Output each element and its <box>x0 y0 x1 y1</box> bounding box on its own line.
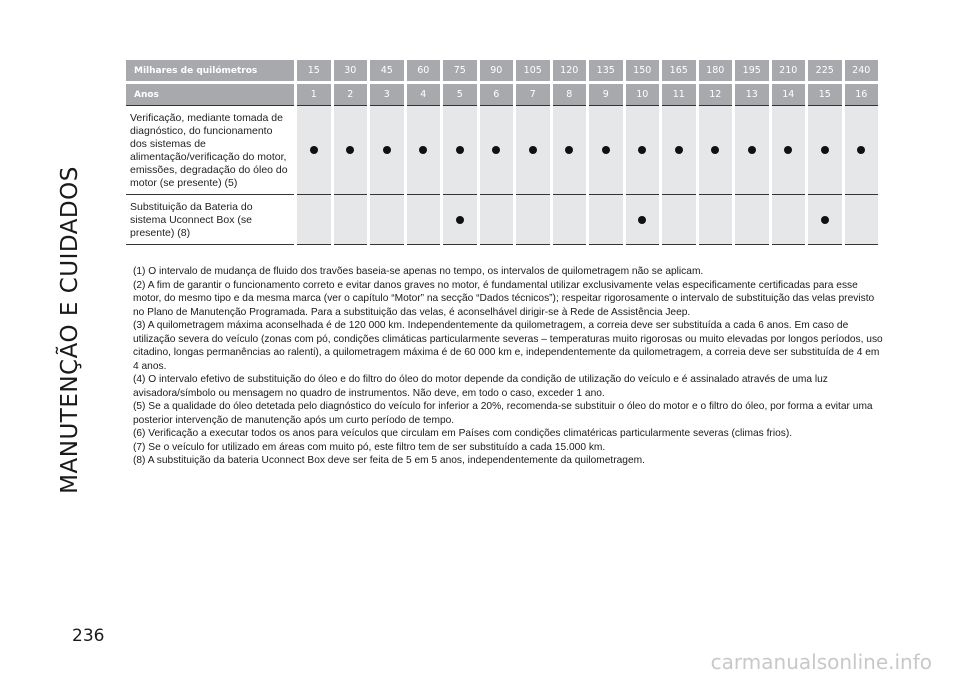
km-header-cell: 30 <box>334 60 368 81</box>
section-title: MANUTENÇÃO E CUIDADOS <box>57 166 83 494</box>
km-header-cell: 195 <box>735 60 769 81</box>
year-header-cell: 2 <box>334 81 368 105</box>
bullet-icon <box>565 146 573 154</box>
schedule-cell <box>845 194 879 245</box>
footnote: (7) Se o veículo for utilizado em áreas com muito pó, este filtro tem de ser substituído a cada 15.000 km. <box>133 441 606 453</box>
footnote: (3) A quilometragem máxima aconselhada é de 120 000 km. Independentemente da quilometragem, a correia deve ser substituída a cada 6 anos. Em caso de utilização severa do veículo (zonas com pó, condições climáticas particularmente severas – temperaturas muito rigorosas ou muito elevadas por longos períodos, uso citadino, longas permanências ao ralenti), a quilometragem máxima é de 60 000 km e, independentemente da quilometragem, a correia deve ser substituída de 4 em 4 anos. <box>133 320 883 372</box>
schedule-cell <box>735 105 769 194</box>
table-row <box>126 105 878 194</box>
year-header-cell: 10 <box>626 81 660 105</box>
year-header-cell: 11 <box>662 81 696 105</box>
schedule-cell <box>443 105 477 194</box>
schedule-cell <box>516 194 550 245</box>
year-header-cell: 6 <box>480 81 514 105</box>
schedule-cell <box>772 105 806 194</box>
year-header-cell: 5 <box>443 81 477 105</box>
schedule-cell <box>699 194 733 245</box>
schedule-cell <box>516 105 550 194</box>
year-header-cell: 12 <box>699 81 733 105</box>
km-header-cell: 180 <box>699 60 733 81</box>
footnote: (1) O intervalo de mudança de fluido dos travões baseia-se apenas no tempo, os intervalos de quilometragem não se aplicam. <box>133 266 704 277</box>
km-header-cell: 45 <box>370 60 404 81</box>
km-header-cell: 90 <box>480 60 514 81</box>
km-header-cell: 210 <box>772 60 806 81</box>
bullet-icon <box>711 146 719 154</box>
schedule-cell <box>334 194 368 245</box>
bullet-icon <box>419 146 427 154</box>
km-header-cell: 105 <box>516 60 550 81</box>
schedule-cell <box>808 105 842 194</box>
page-number: 236 <box>72 626 105 646</box>
schedule-cell <box>662 194 696 245</box>
year-header-cell: 13 <box>735 81 769 105</box>
schedule-cell <box>407 105 441 194</box>
row-label: Verificação, mediante tomada de diagnóstico, do funcionamento dos sistemas de alimentação/verificação do motor, emissões, degradação do óleo do motor (se presente) (5) <box>126 105 294 194</box>
schedule-cell <box>553 105 587 194</box>
table-row <box>126 194 878 245</box>
years-header-label: Anos <box>126 81 294 105</box>
km-header-cell: 120 <box>553 60 587 81</box>
km-header-cell: 60 <box>407 60 441 81</box>
schedule-cell <box>480 194 514 245</box>
year-header-cell: 9 <box>589 81 623 105</box>
bullet-icon <box>748 146 756 154</box>
footnote: (5) Se a qualidade do óleo detetada pelo diagnóstico do veículo for inferior a 20%, recomenda-se substituir o óleo do motor e o filtro do óleo, por forma a evitar uma posterior intervenção de manutenção após um curto período de tempo. <box>133 401 873 426</box>
row-label: Substituição da Bateria do sistema Uconnect Box (se presente) (8) <box>126 194 294 245</box>
km-header-cell: 225 <box>808 60 842 81</box>
schedule-cell <box>626 194 660 245</box>
year-header-cell: 8 <box>553 81 587 105</box>
footnote: (4) O intervalo efetivo de substituição do óleo e do filtro do óleo do motor depende da condição de utilização do veículo e é assinalado através de uma luz avisadora/símbolo ou mensagem no quadro de instrumentos. Não deve, em todo o caso, exceder 1 ano. <box>133 374 828 399</box>
km-header-cell: 75 <box>443 60 477 81</box>
year-header-cell: 4 <box>407 81 441 105</box>
km-header-cell: 135 <box>589 60 623 81</box>
km-header-cell: 165 <box>662 60 696 81</box>
schedule-cell <box>845 105 879 194</box>
bullet-icon <box>346 146 354 154</box>
schedule-cell <box>772 194 806 245</box>
year-header-cell: 1 <box>297 81 331 105</box>
schedule-cell <box>699 105 733 194</box>
km-header-cell: 150 <box>626 60 660 81</box>
schedule-cell <box>808 194 842 245</box>
bullet-icon <box>456 216 464 224</box>
year-header-cell: 3 <box>370 81 404 105</box>
year-header-cell: 14 <box>772 81 806 105</box>
bullet-icon <box>821 146 829 154</box>
bullet-icon <box>638 146 646 154</box>
footnotes <box>133 265 883 468</box>
footnote: (6) Verificação a executar todos os anos para veículos que circulam em Países com condições climatéricas particularmente severas (climas frios). <box>133 428 793 439</box>
watermark: carmanualsonline.info <box>710 650 932 674</box>
footnote: (8) A substituição da bateria Uconnect Box deve ser feita de 5 em 5 anos, independentemente da quilometragem. <box>133 455 645 466</box>
schedule-cell <box>370 105 404 194</box>
schedule-cell <box>662 105 696 194</box>
schedule-cell <box>735 194 769 245</box>
km-header-row <box>126 60 878 81</box>
km-header-cell: 15 <box>297 60 331 81</box>
schedule-cell <box>626 105 660 194</box>
bullet-icon <box>675 146 683 154</box>
year-header-cell: 15 <box>808 81 842 105</box>
bullet-icon <box>602 146 610 154</box>
bullet-icon <box>784 146 792 154</box>
bullet-icon <box>638 216 646 224</box>
bullet-icon <box>821 216 829 224</box>
schedule-cell <box>370 194 404 245</box>
schedule-cell <box>297 105 331 194</box>
schedule-cell <box>407 194 441 245</box>
schedule-cell <box>297 194 331 245</box>
bullet-icon <box>857 146 865 154</box>
year-header-cell: 16 <box>845 81 879 105</box>
bullet-icon <box>383 146 391 154</box>
maintenance-table <box>126 60 881 245</box>
bullet-icon <box>456 146 464 154</box>
bullet-icon <box>529 146 537 154</box>
schedule-cell <box>553 194 587 245</box>
footnote: (2) A fim de garantir o funcionamento correto e evitar danos graves no motor, é fundamental utilizar exclusivamente velas especificamente certificadas para esse motor, do mesmo tipo e da mesma marca (ver o capítulo “Motor” na secção “Dados técnicos”); respeitar rigorosamente o intervalo de substituição das velas previsto no Plano de Manutenção Programada. Para a substituição das velas, é aconselhável dirigir-se à Rede de Assistência Jeep. <box>133 279 875 318</box>
schedule-cell <box>589 105 623 194</box>
schedule-cell <box>589 194 623 245</box>
km-header-label: Milhares de quilómetros <box>126 60 294 81</box>
schedule-cell <box>443 194 477 245</box>
schedule-cell <box>334 105 368 194</box>
schedule-cell <box>480 105 514 194</box>
year-header-cell: 7 <box>516 81 550 105</box>
bullet-icon <box>310 146 318 154</box>
years-header-row <box>126 81 878 105</box>
bullet-icon <box>492 146 500 154</box>
km-header-cell: 240 <box>845 60 879 81</box>
